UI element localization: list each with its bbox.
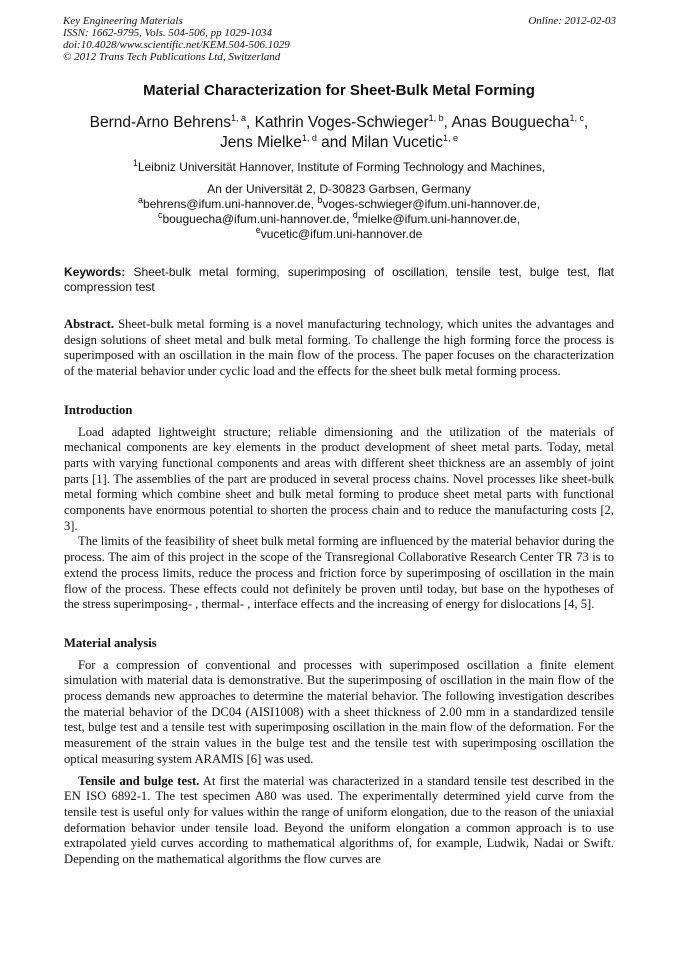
abstract-label: Abstract. [64,317,115,331]
email-sup: e [255,225,261,235]
section-heading-material-analysis: Material analysis [64,635,157,650]
paragraph [64,774,614,868]
separator: , [584,114,589,131]
author: Milan Vucetic [351,134,443,151]
email-sup: d [352,210,358,220]
author: Kathrin Voges-Schwieger [254,114,429,131]
paragraph: For a compression of conventional and processes with superimposed oscillation a finite element simulation with material data is demonstrative. But the superimposing of oscillation in the main flow of the process demands new approaches to determine the material behavior. The following investigation describes the material behavior of the DC04 (AISI1008) with a sheet thickness of 2.00 mm in a standardized tensile test, bulge test and a tensile test with superimposing oscillation in the main flow of the deformation. For the measurement of the strain values in the bulge test and the tensile test with superimposing oscillation the optical measuring system ARAMIS [6] was used. [64,657,614,766]
email-list [40,197,638,242]
affiliation-sup: 1 [132,158,138,168]
journal-header [63,15,616,63]
author: Jens Mielke [220,134,302,151]
journal-name: Key Engineering Materials [63,15,183,27]
email-sup: a [138,195,144,205]
email-sup: c [157,210,163,220]
separator: and [316,134,352,151]
author-sup: 1, b [428,112,444,123]
email-link[interactable]: mielke@ifum.uni-hannover.de, [357,212,521,226]
email-link[interactable]: bouguecha@ifum.uni-hannover.de, [162,212,353,226]
keywords [64,265,614,295]
email-link[interactable]: voges-schwieger@ifum.uni-hannover.de, [322,197,540,211]
author: Anas Bouguecha [451,114,570,131]
online-date: Online: 2012-02-03 [528,15,616,27]
keywords-text: Sheet-bulk metal forming, superimposing of oscillation, tensile test, bulge test, flat compression test [64,265,614,294]
affiliation-address: An der Universität 2, D-30823 Garbsen, Germany [207,182,471,196]
abstract [64,317,614,380]
section-heading-introduction: Introduction [64,402,133,417]
author: Bernd-Arno Behrens [89,114,231,131]
copyright: © 2012 Trans Tech Publications Ltd, Switzerland [63,51,281,63]
body-text [64,317,614,868]
doi[interactable]: doi:10.4028/www.scientific.net/KEM.504-506.1029 [63,39,290,51]
author-sup: 1, e [442,132,458,143]
author-sup: 1, c [569,112,585,123]
paragraph: Load adapted lightweight structure; reliable dimensioning and the utilization of the materials of mechanical components are key elements in the product development of sheet metal parts. Today, metal parts with varying functional components and areas with different sheet thickness are an assembly of joint parts [1]. The assemblies of the part are produced in several process chains. Novel processes like sheet-bulk metal forming which combine sheet and bulk metal forming to produce sheet metal parts with functional components have enormous potential to shorten the process chain and to reduce the manufacturing costs [2, 3]. [64,424,614,533]
email-link[interactable]: behrens@ifum.uni-hannover.de, [143,197,318,211]
separator: , [245,114,255,131]
affiliation-line: Leibniz Universität Hannover, Institute of Forming Technology and Machines, [137,160,546,174]
email-sup: b [317,195,323,205]
author-sup: 1, d [301,132,317,143]
paper-title: Material Characterization for Sheet-Bulk Metal Forming [143,82,535,99]
abstract-text: Sheet-bulk metal forming is a novel manufacturing technology, which unites the advantages and design solutions of sheet metal and bulk metal forming. To challenge the high forming force the process is superimposed with an oscillation in the main flow of the process. The paper focuses on the characterization of the material behavior under cyclic load and the effects for the sheet bulk metal forming process. [64,317,614,379]
affiliation [40,156,638,200]
email-link[interactable]: vucetic@ifum.uni-hannover.de [260,227,423,241]
author-sup: 1, a [230,112,246,123]
paragraph-text: At first the material was characterized in a standard tensile test described in the EN ISO 6892-1. The test specimen A80 was used. The experimentally determined yield curve from the tensile test is useful only for values within the range of uniform elongation, due to the reason of the uniaxial deformation behavior under tensile load. Beyond the uniform elongation a common approach is to use extrapolated yield curves according to mathematical algorithms of, for example, Ludwik, Nadai or Swift. Depending on the mathematical algorithms the flow curves are [64,773,614,867]
separator: , [443,114,452,131]
subsection-lead: Tensile and bulge test. [78,773,200,788]
keywords-label: Keywords: [64,265,126,279]
issn: ISSN: 1662-9795, Vols. 504-506, pp 1029-1034 [63,27,272,39]
paragraph: The limits of the feasibility of sheet bulk metal forming are influenced by the material behavior during the process. The aim of this project in the scope of the Transregional Collaborative Research Center TR 73 is to extend the process limits, reduce the process and friction force by superimposing of oscillation in the main flow of the process. These effects could not definitely be proven until today, but base on the hypotheses of the stress superimposing- , thermal- , interface effects and the increasing of energy for dislocations [4, 5]. [64,534,614,612]
author-list [40,113,638,153]
